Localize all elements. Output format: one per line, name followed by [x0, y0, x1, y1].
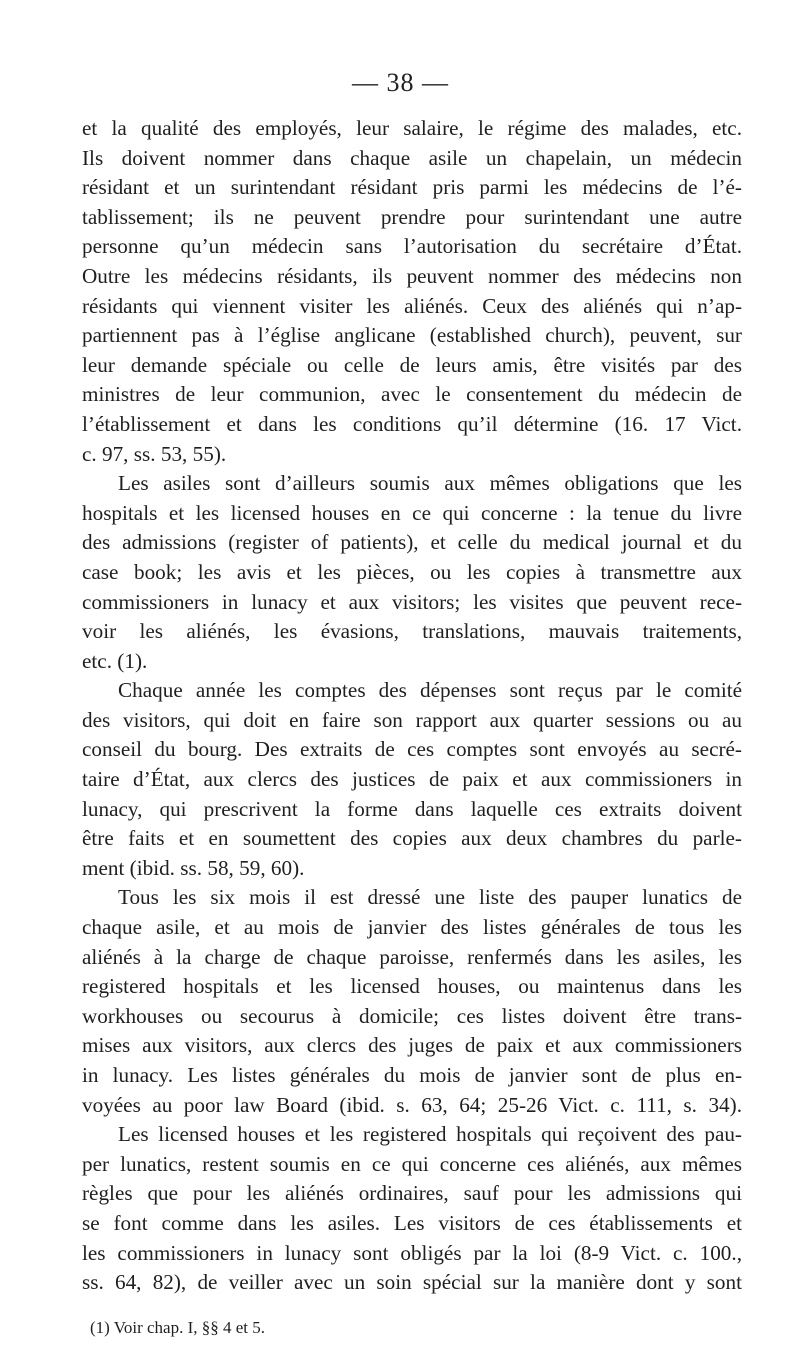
text-line: workhouses ou secourus à domicile; ces listes doivent être trans-: [82, 1003, 742, 1028]
text-line: les commissioners in lunacy sont obligés par la loi (8-9 Vict. c. 100.,: [82, 1240, 742, 1265]
text-line: mises aux visitors, aux clercs des juges de paix et aux commissioners: [82, 1033, 742, 1058]
text-line: taire d’État, aux clercs des justices de paix et aux commissioners in: [82, 767, 742, 792]
text-line: hospitals et les licensed houses en ce qui concerne : la tenue du livre: [82, 500, 742, 525]
text-line: partiennent pas à l’église anglicane (established church), peuvent, sur: [82, 323, 742, 348]
text-line: registered hospitals et les licensed houses, ou maintenus dans les: [82, 974, 742, 999]
text-line: Tous les six mois il est dressé une liste des pauper lunatics de: [118, 885, 742, 910]
text-line: résidant et un surintendant résidant pris parmi les médecins de l’é-: [82, 175, 742, 200]
text-line: aliénés à la charge de chaque paroisse, renfermés dans les asiles, les: [82, 944, 742, 969]
text-line: tablissement; ils ne peuvent prendre pour surintendant une autre: [82, 204, 742, 229]
body-text: [82, 114, 742, 1298]
text-line: Chaque année les comptes des dépenses sont reçus par le comité: [118, 678, 742, 703]
text-line: règles que pour les aliénés ordinaires, sauf pour les admissions qui: [82, 1181, 742, 1206]
text-line: etc. (1).: [82, 648, 148, 673]
text-line: des visitors, qui doit en faire son rapport aux quarter sessions ou au: [82, 707, 742, 732]
text-line: conseil du bourg. Des extraits de ces comptes sont envoyés au secré-: [82, 737, 742, 762]
text-line: personne qu’un médecin sans l’autorisation du secrétaire d’État.: [82, 234, 742, 259]
text-line: case book; les avis et les pièces, ou les copies à transmettre aux: [82, 559, 742, 584]
text-line: être faits et en soumettent des copies aux deux chambres du parle-: [82, 826, 742, 851]
text-line: Les asiles sont d’ailleurs soumis aux mêmes obligations que les: [118, 471, 742, 496]
text-line: chaque asile, et au mois de janvier des listes générales de tous les: [82, 915, 742, 940]
text-line: l’établissement et dans les conditions qu’il détermine (16. 17 Vict.: [82, 411, 742, 436]
text-line: Outre les médecins résidants, ils peuvent nommer des médecins non: [82, 263, 742, 288]
text-line: c. 97, ss. 53, 55).: [82, 441, 227, 466]
text-line: ment (ibid. ss. 58, 59, 60).: [82, 855, 305, 880]
text-line: voir les aliénés, les évasions, translations, mauvais traitements,: [82, 619, 742, 644]
text-line: ss. 64, 82), de veiller avec un soin spécial sur la manière dont y sont: [82, 1270, 742, 1295]
text-line: se font comme dans les asiles. Les visitors de ces établissements et: [82, 1210, 742, 1235]
text-line: voyées au poor law Board (ibid. s. 63, 64; 25-26 Vict. c. 111, s. 34).: [82, 1092, 742, 1117]
page-number: — 38 —: [352, 68, 449, 97]
text-line: ministres de leur communion, avec le consentement du médecin de: [82, 382, 742, 407]
text-line: Les licensed houses et les registered hospitals qui reçoivent des pau-: [118, 1122, 742, 1147]
text-line: in lunacy. Les listes générales du mois de janvier sont de plus en-: [82, 1063, 742, 1087]
text-line: leur demande spéciale ou celle de leurs amis, être visités par des: [82, 352, 742, 377]
text-line: Ils doivent nommer dans chaque asile un chapelain, un médecin: [82, 145, 742, 170]
text-line: lunacy, qui prescrivent la forme dans laquelle ces extraits doivent: [82, 796, 742, 821]
text-line: per lunatics, restent soumis en ce qui concerne ces aliénés, aux mêmes: [82, 1151, 742, 1176]
footnote: (1) Voir chap. I, §§ 4 et 5.: [90, 1318, 266, 1337]
text-line: résidants qui viennent visiter les aliénés. Ceux des aliénés qui n’ap-: [82, 293, 742, 318]
text-line: commissioners in lunacy et aux visitors; les visites que peuvent rece-: [82, 589, 742, 614]
text-line: des admissions (register of patients), et celle du medical journal et du: [82, 530, 742, 555]
text-line: et la qualité des employés, leur salaire, le régime des malades, etc.: [82, 116, 742, 140]
